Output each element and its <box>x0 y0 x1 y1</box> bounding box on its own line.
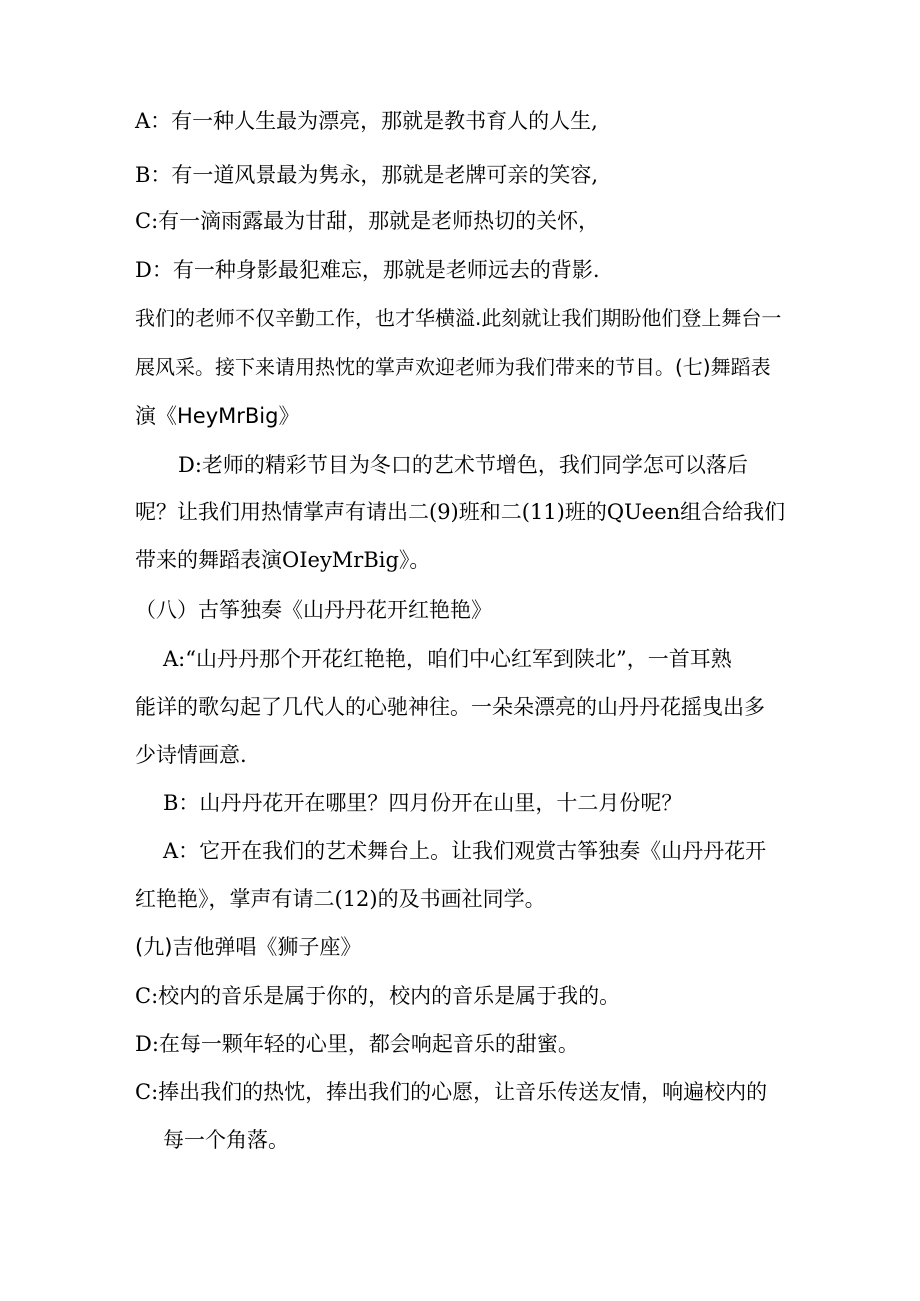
section-heading-8: （八）古筝独奏《山丹丹花开红艳艳》 <box>135 598 492 622</box>
dialogue-a-2-line-2: 能详的歌勾起了几代人的心驰神往。一朵朵漂亮的山丹丹花摇曳出多 <box>135 695 765 719</box>
dialogue-d-2-line-1: D:老师的精彩节目为冬口的艺术节增色，我们同学怎可以落后 <box>178 453 748 477</box>
section-heading-9: (九)吉他弹唱《狮子座》 <box>135 935 362 959</box>
paragraph-teachers-line-2: 展风采。接下来请用热忱的掌声欢迎老师为我们带来的节目。(七)舞蹈表 <box>135 355 771 379</box>
dialogue-a-2-line-1: A:“山丹丹那个开花红艳艳，咱们中心红军到陕北”，一首耳熟 <box>163 647 732 671</box>
dialogue-line-a-1: A：有一种人生最为漂亮，那就是教书育人的人生, <box>135 109 598 133</box>
paragraph-teachers-line-1: 我们的老师不仅辛勤工作，也才华横溢.此刻就让我们期盼他们登上舞台一 <box>135 306 782 330</box>
dialogue-d-2-line-3: 带来的舞蹈表演OIeyMrBig》。 <box>135 548 431 572</box>
dialogue-d-2-line-2: 呢？让我们用热情掌声有请出二(9)班和二(11)班的QUeen组合给我们 <box>135 500 786 524</box>
dialogue-a-3-line-1: A：它开在我们的艺术舞台上。让我们观赏古筝独奏《山丹丹花开 <box>163 839 767 863</box>
dialogue-line-d-1: D：有一种身影最犯难忘，那就是老师远去的背影. <box>135 258 600 282</box>
dialogue-c-2: C:校内的音乐是属于你的，校内的音乐是属于我的。 <box>135 984 621 1008</box>
dialogue-b-2: B：山丹丹花开在哪里？四月份开在山里，十二月份呢？ <box>163 791 683 815</box>
dialogue-c-3-line-1: C:捧出我们的热忱，捧出我们的心愿，让音乐传送友情，响遍校内的 <box>135 1080 768 1104</box>
dialogue-d-3: D:在每一颗年轻的心里，都会响起音乐的甜蜜。 <box>135 1032 579 1056</box>
dialogue-line-c-1: C:有一滴雨露最为甘甜，那就是老师热切的关怀， <box>135 209 600 233</box>
dialogue-c-3-line-2: 每一个角落。 <box>163 1128 289 1152</box>
dialogue-a-2-line-3: 少诗情画意. <box>135 743 247 767</box>
paragraph-teachers-line-3: 演《HeyMrBig》 <box>135 404 300 428</box>
dialogue-line-b-1: B：有一道风景最为隽永，那就是老牌可亲的笑容, <box>135 163 599 187</box>
dialogue-a-3-line-2: 红艳艳》，掌声有请二(12)的及书画社同学。 <box>135 887 546 911</box>
